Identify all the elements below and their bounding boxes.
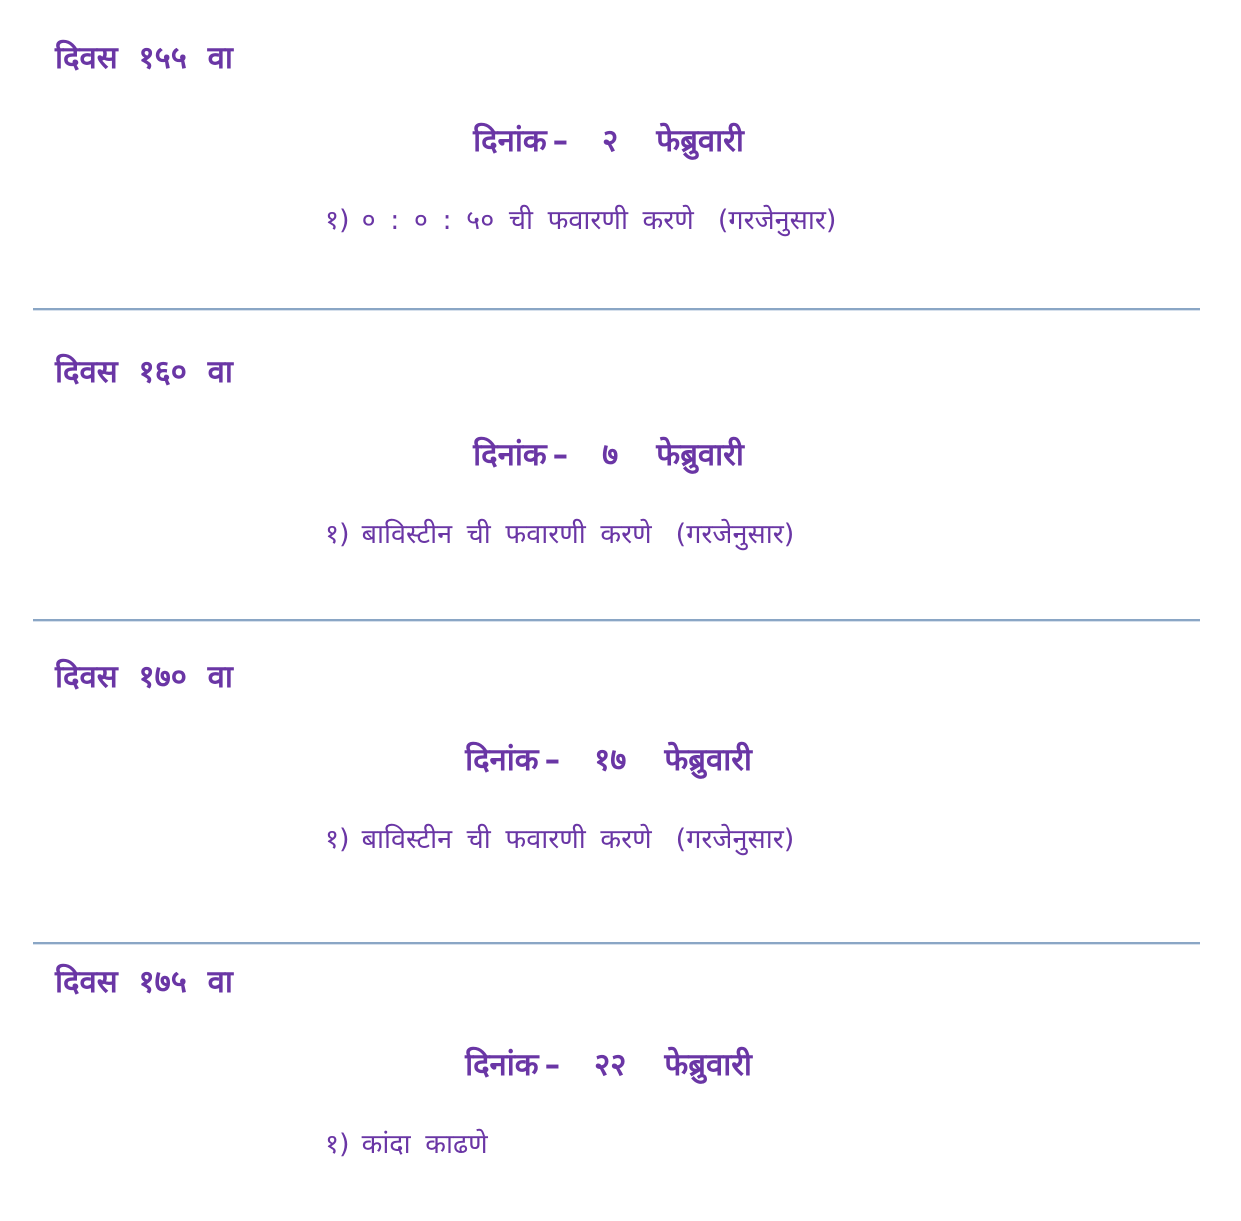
date-month: फेब्रुवारी xyxy=(664,1047,752,1083)
task-number: १) xyxy=(325,824,350,855)
task-note: (गरजेनुसार) xyxy=(675,824,795,855)
day-section-160 xyxy=(0,310,1241,621)
task-item xyxy=(325,518,1241,551)
task-text: ० : ० : ५० ची फवारणी करणे xyxy=(361,205,694,236)
date-label: दिनांक xyxy=(465,742,539,778)
date-month: फेब्रुवारी xyxy=(656,437,744,473)
task-number: १) xyxy=(325,205,350,236)
date-dash: – xyxy=(544,1047,561,1083)
task-number: १) xyxy=(325,1129,350,1160)
date-month: फेब्रुवारी xyxy=(664,742,752,778)
date-line xyxy=(0,123,1229,160)
day-heading: दिवस १६० वा xyxy=(55,354,233,390)
task-text: बाविस्टीन ची फवारणी करणे xyxy=(361,824,652,855)
date-day: १७ xyxy=(594,742,627,778)
date-line xyxy=(0,437,1229,474)
date-dash: – xyxy=(552,437,569,473)
task-text: बाविस्टीन ची फवारणी करणे xyxy=(361,519,652,550)
task-text: कांदा काढणे xyxy=(361,1129,488,1160)
task-note: (गरजेनुसार) xyxy=(717,205,837,236)
day-heading: दिवस १७० वा xyxy=(55,659,233,695)
date-line xyxy=(0,742,1229,779)
day-section-175 xyxy=(0,944,1241,1221)
task-number: १) xyxy=(325,519,350,550)
date-dash: – xyxy=(544,742,561,778)
date-day: २२ xyxy=(594,1047,627,1083)
date-dash: – xyxy=(552,123,569,159)
date-line xyxy=(0,1047,1229,1084)
date-label: दिनांक xyxy=(473,123,547,159)
task-item xyxy=(325,204,1241,237)
day-heading: दिवस १५५ वा xyxy=(55,40,233,76)
day-section-155 xyxy=(0,0,1241,310)
date-day: २ xyxy=(602,123,619,159)
task-item xyxy=(325,1128,1241,1161)
task-note: (गरजेनुसार) xyxy=(675,519,795,550)
day-heading: दिवस १७५ वा xyxy=(55,964,233,1000)
date-label: दिनांक xyxy=(473,437,547,473)
date-day: ७ xyxy=(602,437,619,473)
day-section-170 xyxy=(0,621,1241,944)
task-item xyxy=(325,823,1241,856)
date-label: दिनांक xyxy=(465,1047,539,1083)
date-month: फेब्रुवारी xyxy=(656,123,744,159)
